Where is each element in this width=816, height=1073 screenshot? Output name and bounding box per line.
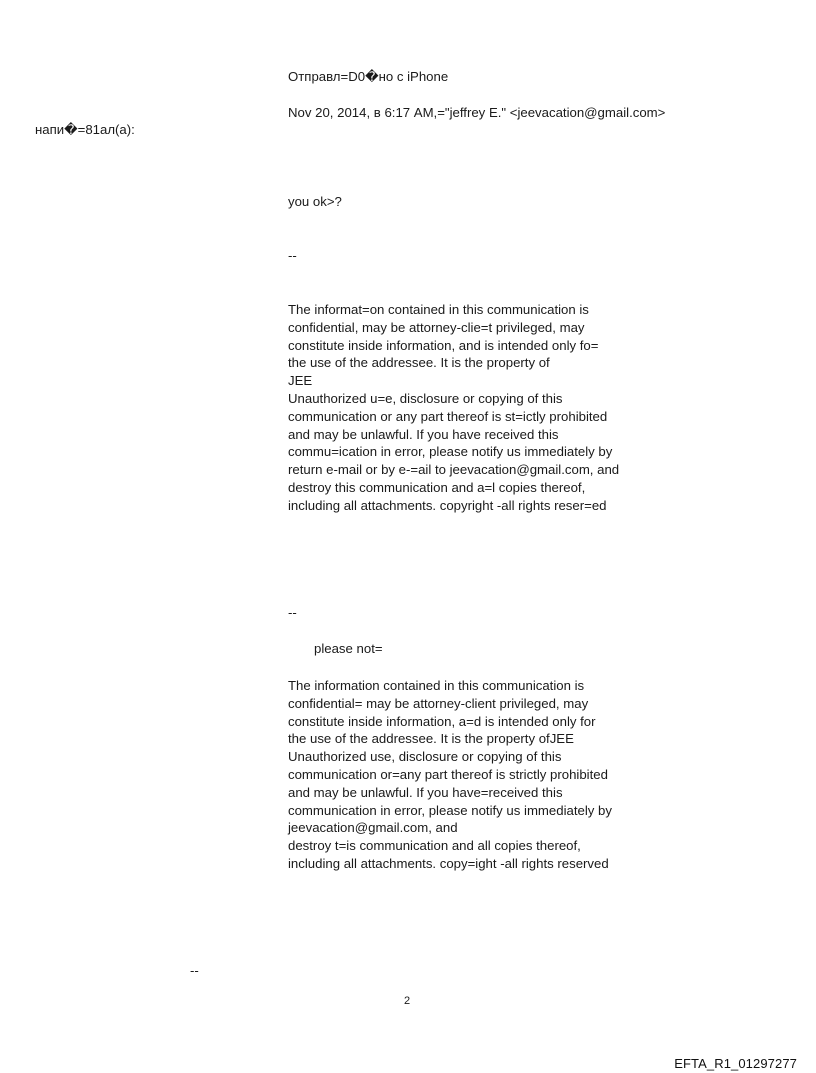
- disclaimer-line: the use of the addressee. It is the property ofJEE: [288, 731, 574, 747]
- disclaimer-line: communication or=any part thereof is strictly prohibited: [288, 766, 608, 782]
- wrote-label: напи�=81ал(а):: [35, 122, 135, 137]
- disclaimer-line: communication in error, please notify us immediately by: [288, 802, 612, 818]
- separator-1: --: [288, 248, 297, 263]
- separator-2: --: [288, 605, 297, 620]
- disclaimer-line: destroy this communication and a=l copies thereof,: [288, 479, 586, 495]
- please-note-line: please not=: [314, 641, 383, 656]
- disclaimer-line: confidential, may be attorney-clie=t privileged, may: [288, 319, 585, 335]
- message-body: you ok>?: [288, 194, 342, 209]
- disclaimer-line: constitute inside information, and is intended only fo=: [288, 337, 599, 353]
- disclaimer-line: constitute inside information, a=d is intended only for: [288, 713, 596, 729]
- disclaimer-line: and may be unlawful. If you have received this: [288, 426, 559, 442]
- disclaimer-line: including all attachments. copy=ight -all rights reserved: [288, 855, 609, 871]
- sent-from-line: Отправл=D0�но с iPhone: [288, 69, 449, 84]
- disclaimer-line: including all attachments. copyright -all rights reser=ed: [288, 497, 607, 513]
- email-header-line: Nov 20, 2014, в 6:17 AM,="jeffrey E." <jeevacation@gmail.com>: [288, 105, 666, 120]
- disclaimer-line: the use of the addressee. It is the property of: [288, 355, 550, 371]
- separator-3: --: [190, 963, 199, 978]
- disclaimer-2: [288, 677, 612, 873]
- page-number: 2: [404, 995, 411, 1007]
- bates-number: EFTA_R1_01297277: [674, 1056, 797, 1071]
- disclaimer-line: Unauthorized u=e, disclosure or copying of this: [288, 390, 563, 406]
- disclaimer-line: confidential= may be attorney-client privileged, may: [288, 695, 589, 711]
- disclaimer-line: return e-mail or by e-=ail to jeevacation@gmail.com, and: [288, 462, 620, 478]
- disclaimer-line: The information contained in this communication is: [288, 678, 585, 693]
- disclaimer-line: and may be unlawful. If you have=received this: [288, 784, 563, 800]
- disclaimer-line: jeevacation@gmail.com, and: [288, 820, 458, 836]
- disclaimer-line: Unauthorized use, disclosure or copying of this: [288, 749, 562, 765]
- disclaimer-line: The informat=on contained in this communication is: [288, 302, 589, 317]
- disclaimer-line: JEE: [288, 373, 313, 389]
- disclaimer-line: destroy t=is communication and all copies thereof,: [288, 838, 581, 854]
- disclaimer-line: communication or any part thereof is st=ictly prohibited: [288, 408, 608, 424]
- disclaimer-line: commu=ication in error, please notify us immediately by: [288, 444, 613, 460]
- disclaimer-1: [288, 301, 619, 515]
